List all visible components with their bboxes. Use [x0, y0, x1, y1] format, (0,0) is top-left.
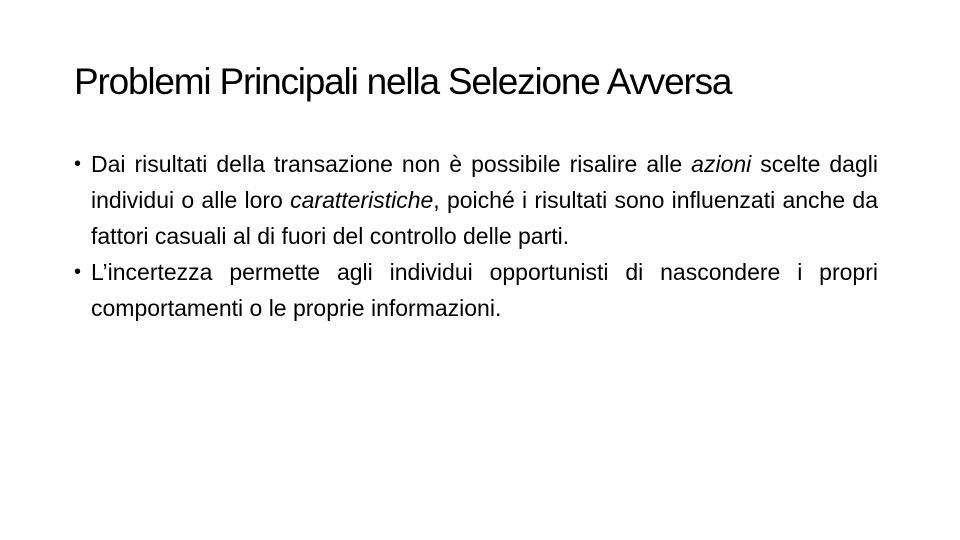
slide-title: Problemi Principali nella Selezione Avversa: [74, 61, 732, 102]
bullet-icon: •: [74, 153, 82, 175]
emphasis-azioni: azioni: [691, 151, 752, 177]
bullet-item: [74, 146, 878, 254]
bullet-text: [91, 146, 878, 254]
bullet-icon: •: [74, 261, 82, 283]
bullet-text-part: scelte dagli individui o alle loro: [91, 151, 878, 213]
bullet-text-part: Dai risultati della transazione non è possibile risalire alle: [91, 151, 692, 177]
bullet-list: [74, 146, 878, 326]
bullet-item: [74, 254, 878, 326]
bullet-text-part: , poiché i risultati sono influenzati anche da fattori casuali al di fuori del controllo delle parti.: [91, 187, 878, 249]
emphasis-caratteristiche: caratteristiche: [290, 187, 434, 213]
bullet-text: L’incertezza permette agli individui opportunisti di nascondere i propri comportamenti o le proprie informazioni.: [91, 259, 878, 321]
